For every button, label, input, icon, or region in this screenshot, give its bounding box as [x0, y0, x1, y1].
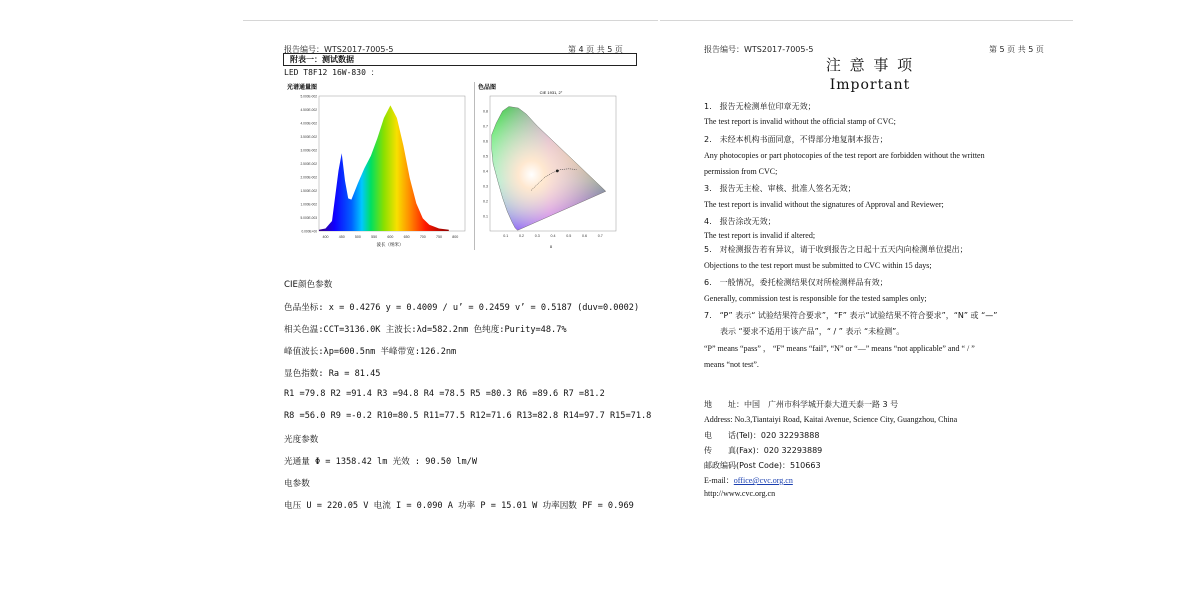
cie-x-tick-label: 0.5 [566, 234, 572, 238]
cie-x-tick-label: 0.7 [597, 234, 603, 238]
cie-y-tick-label: 0.6 [483, 139, 488, 144]
spectrum-x-tick-label: 650 [403, 235, 410, 239]
email-row [704, 475, 793, 486]
appendix-header: 附表一：测试数据 [283, 53, 637, 66]
spectrum-area [319, 105, 449, 231]
cie-gamut-white [492, 107, 606, 231]
spectrum-xlabel: 波长（纳米） [376, 243, 404, 248]
ra-line: 显色指数: Ra = 81.45 [284, 369, 381, 379]
notice-7-en-cont: means “not test”. [704, 360, 759, 369]
notice-3-en: The test report is invalid without the signatures of Approval and Reviewer; [704, 200, 944, 209]
peak-wavelength-line: 峰值波长:λp=600.5nm 半峰带宽:126.2nm [284, 347, 457, 357]
post-code: 邮政编码(Post Code)：510663 [704, 461, 821, 470]
cie-x-tick-label: 0.6 [582, 234, 587, 238]
r1-r7-line: R1 =79.8 R2 =91.4 R3 =94.8 R4 =78.5 R5 =80.3 R6 =89.6 R7 =81.2 [284, 389, 605, 399]
cie-chromaticity-point [556, 170, 559, 173]
spectrum-x-tick-label: 750 [436, 235, 443, 239]
spectrum-y-tick-label: 5.000E-003 [300, 215, 317, 220]
right-page [660, 0, 1200, 600]
notice-2-en: Any photocopies or part photocopies of the test report are forbidden without the written [704, 151, 985, 160]
email-label: E-mail： [704, 476, 734, 485]
spectrum-y-ticks [301, 94, 318, 233]
notice-4-en: The test report is invalid if altered; [704, 231, 816, 240]
report-number: 报告编号：WTS2017-7005-5 [284, 45, 394, 54]
cie-x-tick-label: 0.4 [550, 234, 556, 238]
cie-y-tick-label: 0.8 [483, 109, 488, 114]
cie-y-tick-label: 0.4 [483, 169, 488, 174]
cie-params-heading: CIE颜色参数 [284, 280, 333, 290]
spectrum-y-tick-label: 3.000E-002 [300, 148, 317, 153]
notice-7-zh: 7. “P” 表示“ 试验结果符合要求”，“F” 表示“试验结果不符合要求”，“N” 或 “—” [704, 311, 998, 320]
spectrum-y-tick-label: 4.000E-002 [300, 121, 317, 126]
spectrum-y-tick-label: 3.500E-002 [300, 134, 317, 139]
notice-7-zh-cont: 表示 “要求不适用于该产品”，“ / ” 表示 “未检测”。 [704, 327, 905, 336]
chromaticity-line: 色品坐标: x = 0.4276 y = 0.4009 / u’ = 0.2459 v’ = 0.5187 (duv=0.0002) [284, 303, 640, 313]
cie-y-tick-label: 0.7 [483, 124, 488, 129]
cie-x-tick-label: 0.2 [519, 234, 524, 238]
electrical-line: 电压 U = 220.05 V 电流 I = 0.090 A 功率 P = 15.01 W 功率因数 PF = 0.969 [284, 501, 634, 511]
cie-y-tick-label: 0.2 [483, 199, 488, 204]
spectrum-y-tick-label: 1.000E-002 [300, 202, 317, 207]
spectrum-x-ticks [322, 235, 458, 239]
notice-2-en-cont: permission from CVC; [704, 167, 778, 176]
spectrum-x-tick-label: 450 [338, 235, 345, 239]
spectrum-y-tick-label: 1.500E-002 [300, 188, 317, 193]
notice-5-en: Objections to the test report must be submitted to CVC within 15 days; [704, 261, 932, 270]
flux-line: 光通量 Φ = 1358.42 lm 光效 : 90.50 lm/W [284, 457, 478, 467]
notice-5-zh: 5. 对检测报告若有异议，请于收到报告之日起十五天内向检测单位提出； [704, 245, 968, 254]
r8-r15-line: R8 =56.0 R9 =-0.2 R10=80.5 R11=77.5 R12=71.6 R13=82.8 R14=97.7 R15=71.8 [284, 411, 652, 421]
cie-x-tick-label: 0.1 [503, 234, 509, 238]
notice-3-zh: 3. 报告无主检、审核、批准人签名无效； [704, 184, 856, 193]
spectrum-y-tick-label: 2.000E-002 [300, 175, 317, 180]
cie-gamut [492, 107, 606, 231]
notice-title-zh: 注 意 事 项 [825, 56, 915, 74]
address-zh: 地 址：中国 广州市科学城开泰大道天泰一路 3 号 [704, 400, 899, 409]
notice-4-zh: 4. 报告涂改无效； [704, 217, 776, 226]
cct-line: 相关色温:CCT=3136.0K 主波长:λd=582.2nm 色纯度:Purity=48.7% [284, 325, 567, 335]
page-number-right: 第 5 页 共 5 页 [989, 45, 1044, 54]
spectrum-x-tick-label: 550 [371, 235, 378, 239]
sample-name: LED T8F12 16W-830 ： [284, 68, 379, 77]
notice-2-zh: 2. 未经本机构书面同意，不得部分地复制本报告； [704, 135, 888, 144]
telephone: 电 话(Tel)：020 32293888 [704, 431, 820, 440]
address-en: Address: No.3,Tiantaiyi Road, Kaitai Avenue, Science City, Guangzhou, China [704, 415, 958, 424]
notice-7-en: “P” means “pass” ， “F” means “fail”, “N” or “—” means “not applicable” and “ / ” [704, 344, 975, 353]
spectrum-x-tick-label: 400 [322, 235, 329, 239]
electrical-heading: 电参数 [284, 479, 310, 489]
spectrum-x-tick-label: 800 [452, 235, 459, 239]
spectrum-x-tick-label: 700 [419, 235, 426, 239]
photometric-heading: 光度参数 [284, 435, 319, 445]
spectrum-y-tick-label: 2.500E-002 [300, 161, 317, 166]
spectrum-y-tick-label: 5.000E-002 [300, 94, 317, 99]
notice-6-zh: 6. 一般情况，委托检测结果仅对所检测样品有效； [704, 278, 888, 287]
notice-1-en: The test report is invalid without the official stamp of CVC; [704, 117, 896, 126]
spectrum-x-tick-label: 500 [354, 235, 361, 239]
cie-chart [476, 80, 622, 250]
report-number-right: 报告编号：WTS2017-7005-5 [704, 45, 814, 54]
cie-xlabel: x [549, 244, 553, 249]
notice-1-zh: 1. 报告无检测单位印章无效； [704, 102, 816, 111]
cie-y-tick-label: 0.5 [483, 154, 488, 159]
chart-divider [474, 82, 475, 250]
fax: 传 真(Fax)：020 32293889 [704, 446, 823, 455]
spectrum-y-tick-label: 4.500E-002 [300, 107, 317, 112]
cie-title: CIE 1931, 2° [539, 90, 563, 95]
page-number: 第 4 页 共 5 页 [568, 45, 623, 54]
cie-panel-title: 色品图 [478, 84, 497, 91]
notice-title-en: Important [829, 77, 911, 93]
cie-y-tick-label: 0.3 [483, 184, 488, 189]
email-link[interactable]: office@cvc.org.cn [733, 476, 793, 485]
website-link[interactable]: http://www.cvc.org.cn [704, 489, 776, 498]
spectrum-chart [285, 80, 471, 250]
spectrum-title: 光谱通量图 [287, 85, 318, 91]
notice-6-en: Generally, commission test is responsible for the tested samples only; [704, 294, 927, 303]
spectrum-y-tick-label: 0.000E+00 [301, 229, 317, 234]
cie-y-tick-label: 0.1 [483, 214, 488, 219]
cie-x-tick-label: 0.3 [534, 234, 540, 238]
spectrum-x-tick-label: 600 [387, 235, 394, 239]
